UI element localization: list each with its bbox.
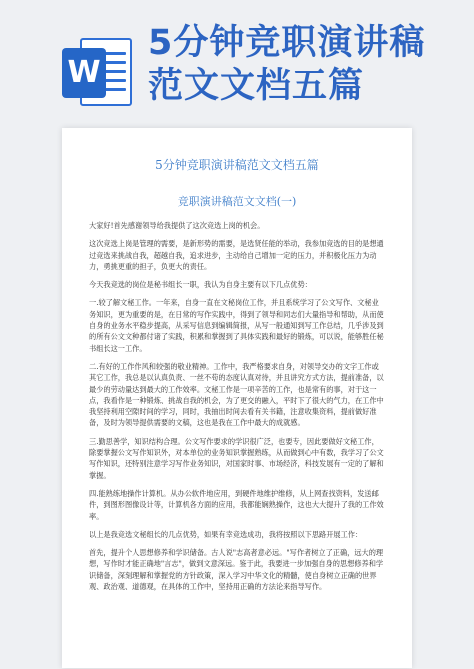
paragraph: 今天我竞选的岗位是秘书组长一职，我认为自身主要有以下几点优势： [89, 280, 312, 290]
paragraph: 大家好!首先感谢领导给我提供了这次竞选上岗的机会。 [89, 221, 265, 230]
paragraph: 四.能熟练地操作计算机。从办公软件地应用，到硬件地维护维修，从上网查找资料，发送邮件，到图形图像设计等，计算机各方面的应用，我都能娴熟操作，这也大大提升了我的工作效率。 [89, 488, 384, 521]
header-banner [0, 0, 474, 118]
banner-title [148, 22, 464, 108]
paragraph: 这次竞选上岗是管理的需要，是新形势的需要，是选贤任能的举动，我参加竞选的目的是想通过竞选来挑战自我，超越自我，追求进步，主动给自己增加一定的压力，并积极化压力为动力，勇挑更重的担子，负更大的责任。 [89, 239, 384, 271]
paragraph: 二.有好的工作作风和较强的敬业精神。工作中，我严格要求自身，对领导交办的文字工作或其它工作，我总是以认真负责、一丝不苟的态度认真对待，并且讲究方式方法，提前准备，以最少的劳动量达到最大的工作效率。文秘工作是一项辛苦的工作，也是常有的事，对于这一点，我看作是一种锻炼、挑战自我的机会，为了更交的融入，平时下了很大的气力，在工作中我坚持利用空隙时间的学习，同时，我抽出时间去看有关书籍，注意收集资料，提前做好准备，及时为领导提供需要的文稿，这也是我在工作中最大的成就感。 [89, 361, 384, 428]
banner-title-line1: 5分钟竞职演讲稿 [148, 23, 426, 63]
banner-title-line2: 范文文档五篇 [148, 66, 365, 106]
paragraph: 以上是我竞选文秘组长的几点优势，如果有幸竞选成功，我将按照以下思路开展工作： [89, 529, 363, 539]
document-subtitle: 竞职演讲稿范文文档(一) [177, 195, 297, 208]
paragraph: 三.勤思善学，知识结构合理。公文写作要求的学识很广泛，也要专，因此要做好文秘工作，除要掌握公文写作知识外，对本单位的业务知识掌握熟练，从而做到心中有数，我学习了公文写作知识，还特别注意学习写作业务知识，对国家时事、市场经济，科技发展有一定的了解和掌握。 [89, 436, 384, 480]
document-page [62, 128, 412, 668]
paragraph: 一.较了解文秘工作。一年来，自身一直在文秘岗位工作，并且系统学习了公文写作、文秘业务知识，更为重要的是，在日常的写作实践中，得到了领导和同志们大量指导和帮助，从而使自身的业务水平稳步提高，从采写信息到编辑简报，从写一般通知到写工作总结，几乎涉及到的所有公文文种都付诸了实践，积累和掌握到了具体实践和最好的锻炼，可以说，能够胜任秘书组长这一工作。 [89, 298, 384, 353]
word-document-icon [54, 34, 136, 112]
word-logo-badge: W [62, 48, 106, 98]
paragraph: 首先，提升个人思想修养和学识储备。古人说"志高者意必远。"写作者树立了正确，远大的理想，写作时才能正确地"言志"，做到文意深远。鉴于此，我要进一步加强自身的思想修养和学识储备，深刻理解和掌握党的方针政策，深入学习中华文化的精髓，使自身树立正确的世界观、政治观、道德观，在具体的工作中，坚持用正确的方法论来指导写作。 [89, 548, 384, 592]
document-title: 5分钟竞职演讲稿范文文档五篇 [155, 158, 319, 172]
